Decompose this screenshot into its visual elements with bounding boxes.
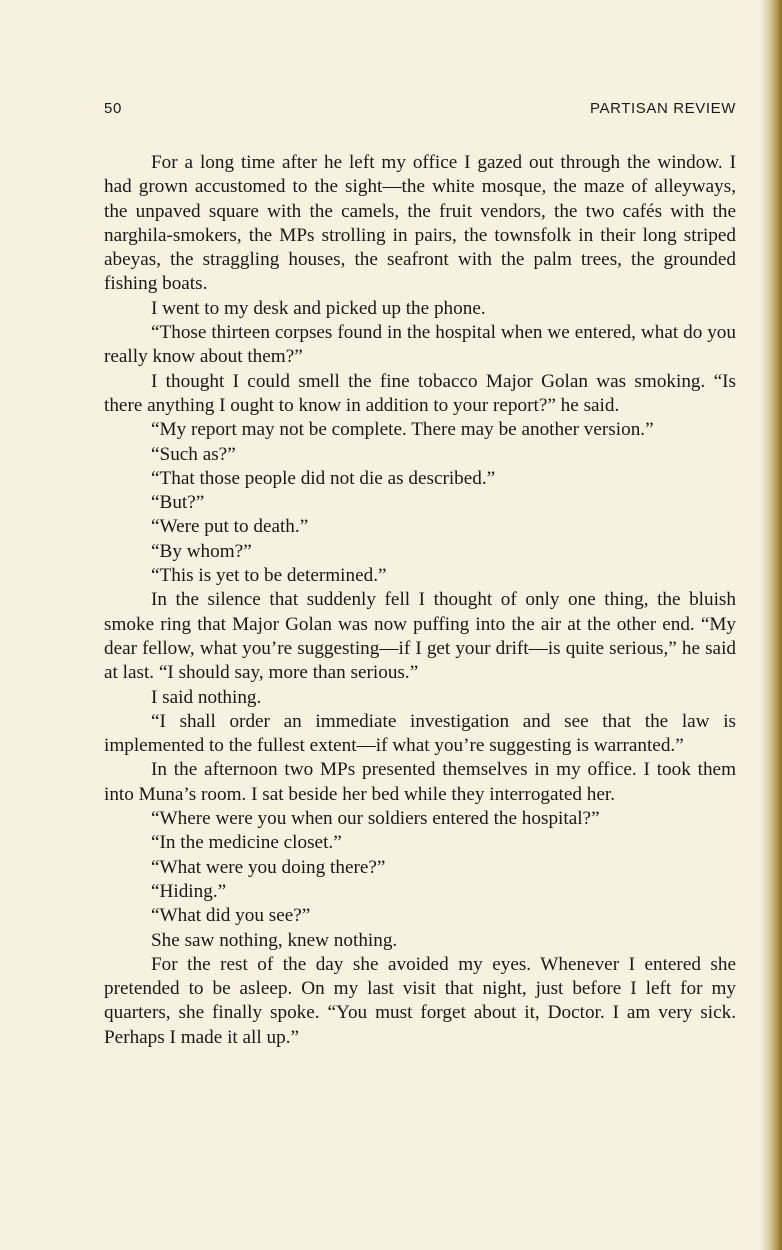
paragraph: I said nothing. (151, 686, 262, 708)
running-head: PARTISAN REVIEW (590, 100, 736, 117)
paragraph: “Those thirteen corpses found in the hospital when we entered, what do you really know about them?” (104, 322, 736, 368)
paragraph: “What were you doing there?” (151, 856, 386, 878)
paragraph: “Such as?” (151, 443, 236, 465)
paragraph: In the afternoon two MPs presented themselves in my office. I took them into Muna’s room. I sat beside her bed while they interrogated her. (104, 759, 736, 805)
paragraph: She saw nothing, knew nothing. (151, 929, 398, 951)
paragraph: “But?” (151, 492, 205, 514)
paragraph: “By whom?” (151, 540, 252, 562)
paragraph: “My report may not be complete. There may be another version.” (151, 419, 654, 441)
paragraph: “What did you see?” (151, 905, 311, 927)
paragraph: “Hiding.” (151, 880, 227, 902)
paragraph: “That those people did not die as described.” (151, 467, 496, 489)
paragraph: “I shall order an immediate investigation and see that the law is implemented to the fullest extent—if what you’re suggesting is warranted.” (104, 710, 736, 757)
body-text (104, 151, 736, 1050)
paragraph: I went to my desk and picked up the phone. (151, 297, 486, 319)
paragraph: I thought I could smell the fine tobacco Major Golan was smoking. “Is there anything I ought to know in addition to your report?” he said. (104, 370, 736, 416)
page-number: 50 (104, 100, 122, 117)
page-edge (760, 0, 782, 1250)
paragraph: “In the medicine closet.” (151, 832, 342, 854)
paragraph: In the silence that suddenly fell I thought of only one thing, the bluish smoke ring that Major Golan was now puffing into the air at the other end. “My dear fellow, what you’re suggesting—if I get your drift—is quite serious,” he said at last. “I should say, more than serious.” (104, 589, 736, 684)
paragraph: “Were put to death.” (151, 516, 309, 538)
paragraph: “Where were you when our soldiers entered the hospital?” (151, 808, 600, 830)
paragraph: For the rest of the day she avoided my eyes. Whenever I entered she pretended to be asleep. On my last visit that night, just before I left for my quarters, she finally spoke. “You must forget about it, Doctor. I am very sick. Perhaps I made it all up.” (104, 953, 736, 1048)
page-header (104, 100, 736, 122)
paragraph: For a long time after he left my office I gazed out through the window. I had grown accustomed to the sight—the white mosque, the maze of alleyways, the unpaved square with the camels, the fruit vendors, the two cafés with the narghila-smokers, the MPs strolling in pairs, the townsfolk in their long striped abeyas, the straggling houses, the seafront with the palm trees, the grounded fishing boats. (104, 152, 736, 295)
paragraph: “This is yet to be determined.” (151, 565, 387, 587)
